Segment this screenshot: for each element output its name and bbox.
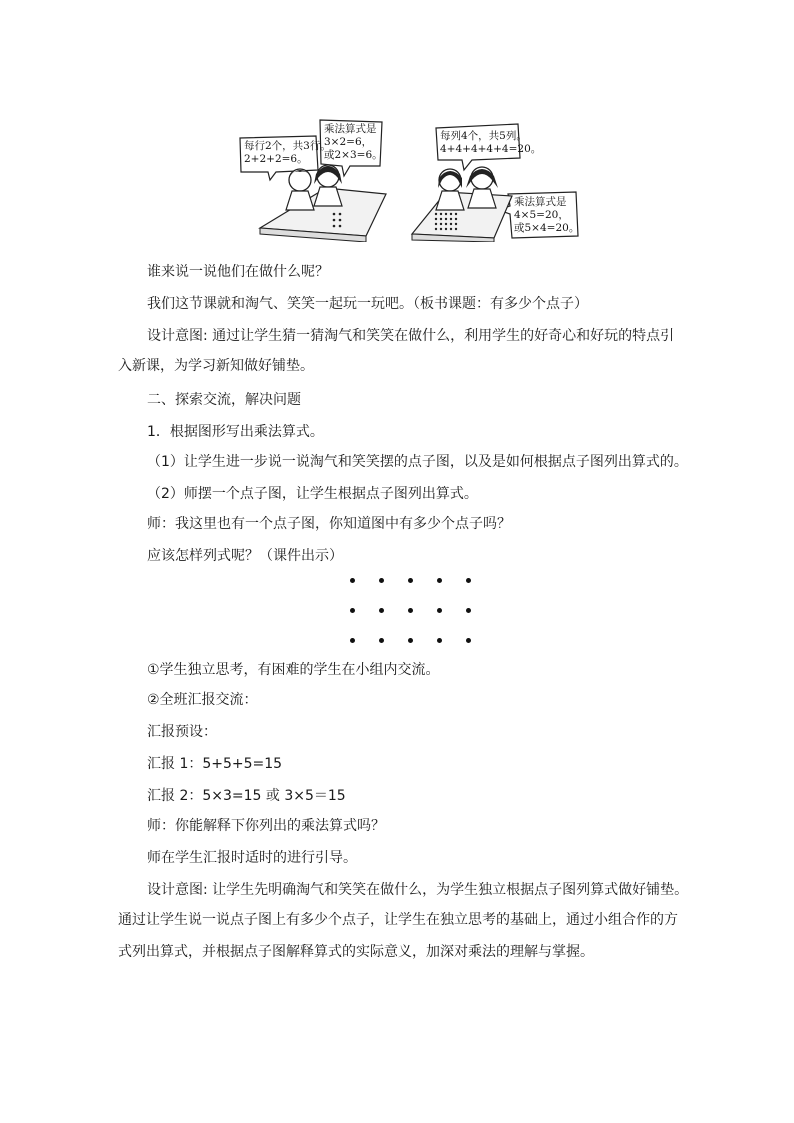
section-heading-explore: 二、探索交流，解决问题 bbox=[147, 392, 301, 408]
dot bbox=[350, 638, 355, 643]
dot bbox=[466, 578, 471, 583]
dot bbox=[379, 608, 384, 613]
paragraph-design-intent-2b: 通过让学生说一说点子图上有多少个点子，让学生在独立思考的基础上，通过小组合作的方 bbox=[118, 912, 678, 928]
paragraph-design-intent-1b: 入新课，为学习新知做好铺垫。 bbox=[118, 358, 314, 374]
paragraph-report-1: 汇报 1：5+5+5=15 bbox=[147, 756, 283, 772]
dot bbox=[408, 638, 413, 643]
bubble-left-row-text: 每行2个，共3行。 2+2+2=6。 bbox=[244, 140, 331, 165]
paragraph-design-intent-1a: 设计意图: 通过让学生猜一猜淘气和笑笑在做什么，利用学生的好奇心和好玩的特点引 bbox=[147, 328, 675, 344]
textbook-illustration bbox=[236, 118, 588, 242]
dot bbox=[466, 608, 471, 613]
paragraph-how-to-list: 应该怎样列式呢？（课件出示） bbox=[147, 548, 343, 564]
paragraph-design-intent-2a: 设计意图: 让学生先明确淘气和笑笑在做什么，为学生独立根据点子图列算式做好铺垫。 bbox=[147, 882, 689, 898]
bubble-left-multiply-text: 乘法算式是 3×2=6， 或2×3=6。 bbox=[324, 123, 383, 161]
dot-grid bbox=[340, 570, 480, 650]
dot bbox=[437, 608, 442, 613]
dot bbox=[350, 578, 355, 583]
bubble-right-column-text: 每列4个，共5列。 4+4+4+4+4=20。 bbox=[440, 130, 542, 155]
paragraph-design-intent-2c: 式列出算式，并根据点子图解释算式的实际意义，加深对乘法的理解与掌握。 bbox=[118, 944, 594, 960]
paragraph-step-1-1: （1）让学生进一步说一说淘气和笑笑摆的点子图，以及是如何根据点子图列出算式的。 bbox=[147, 454, 688, 470]
paragraph-report-2: 汇报 2：5×3=15 或 3×5＝15 bbox=[147, 788, 346, 804]
dot bbox=[350, 608, 355, 613]
dot bbox=[379, 638, 384, 643]
dot bbox=[408, 608, 413, 613]
dot bbox=[437, 638, 442, 643]
bubble-right-multiply-text: 乘法算式是 4×5=20， 或5×4=20。 bbox=[514, 196, 580, 234]
paragraph-teacher-explain: 师：你能解释下你列出的乘法算式吗？ bbox=[147, 818, 385, 834]
paragraph-report-preset: 汇报预设： bbox=[147, 724, 217, 740]
dot bbox=[379, 578, 384, 583]
paragraph-lesson-title: 我们这节课就和淘气、笑笑一起玩一玩吧。（板书课题：有多少个点子） bbox=[147, 296, 588, 312]
dot bbox=[466, 638, 471, 643]
paragraph-step-1: 1．根据图形写出乘法算式。 bbox=[147, 424, 324, 440]
dot bbox=[408, 578, 413, 583]
paragraph-teacher-guide: 师在学生汇报时适时的进行引导。 bbox=[147, 850, 357, 866]
paragraph-class-report: ②全班汇报交流： bbox=[147, 692, 258, 708]
paragraph-question: 谁来说一说他们在做什么呢？ bbox=[147, 264, 329, 280]
paragraph-independent-thinking: ①学生独立思考，有困难的学生在小组内交流。 bbox=[147, 662, 440, 678]
dot bbox=[437, 578, 442, 583]
paragraph-teacher-question: 师：我这里也有一个点子图，你知道图中有多少个点子吗？ bbox=[147, 516, 511, 532]
paragraph-step-1-2: （2）师摆一个点子图，让学生根据点子图列出算式。 bbox=[147, 486, 478, 502]
